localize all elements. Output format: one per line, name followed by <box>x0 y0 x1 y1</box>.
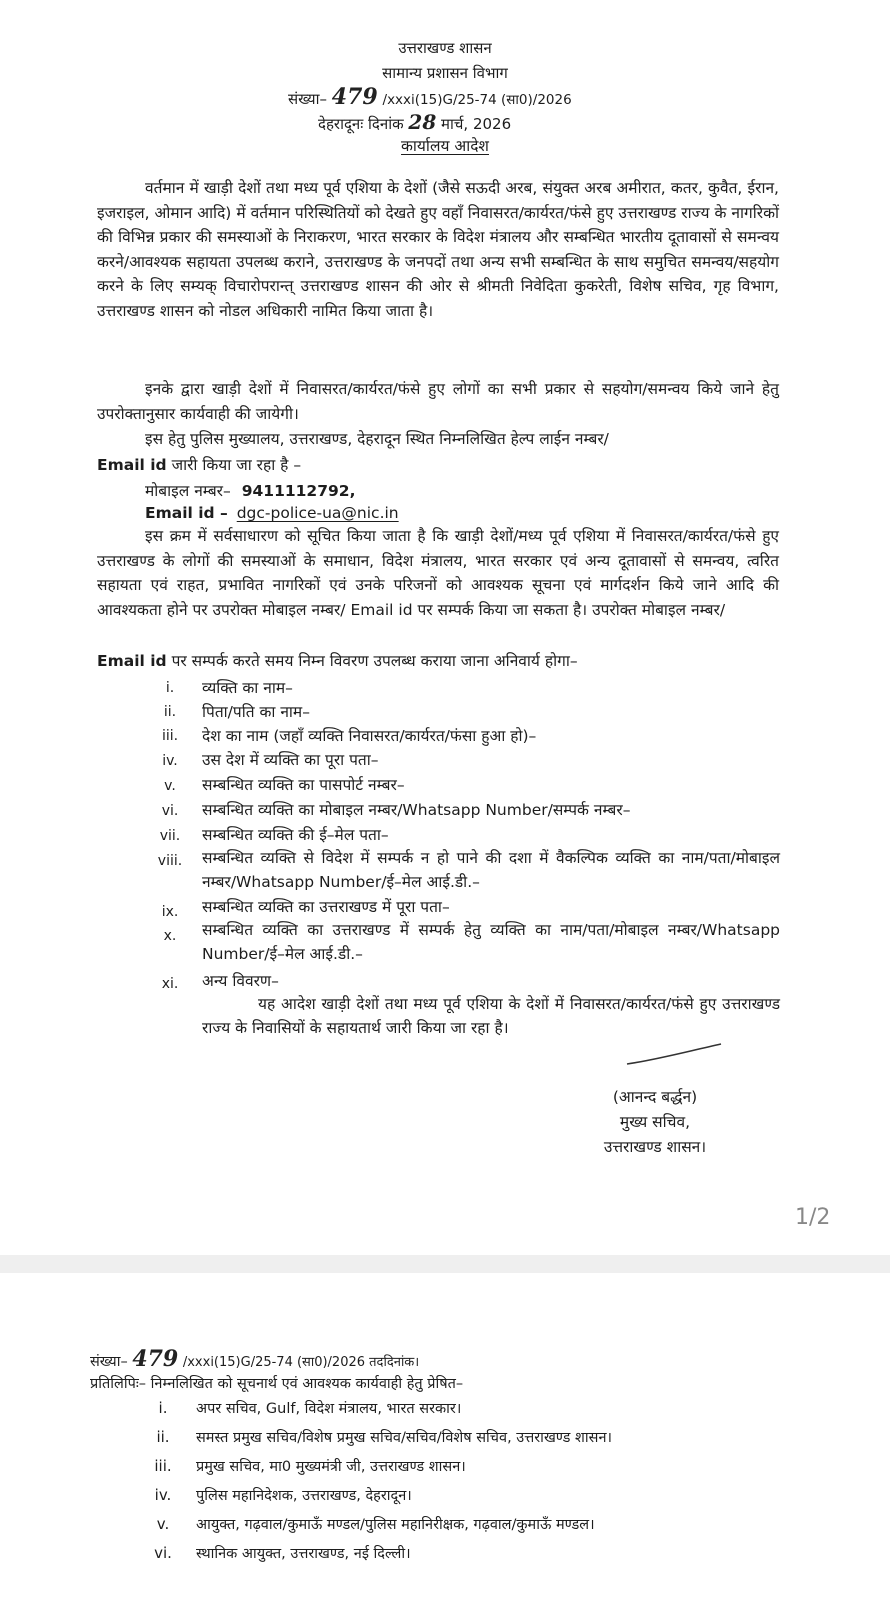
list-item-text: सम्बन्धित व्यक्ति की ई–मेल पता– <box>202 826 389 844</box>
paragraph-helpline-line2 <box>97 453 301 475</box>
list-item-text: देश का नाम (जहाँ व्यक्ति निवासरत/कार्यरत/फंसा हुआ हो)– <box>202 727 537 745</box>
page-indicator: 1/2 <box>795 1205 831 1230</box>
list-item-number: v. <box>164 778 176 794</box>
paragraph-helpline-line1: इस हेतु पुलिस मुख्यालय, उत्तराखण्ड, देहरादून स्थित निम्नलिखित हेल्प लाईन नम्बर/ <box>145 430 609 448</box>
list-item-number: ii. <box>163 704 177 720</box>
order-date <box>318 110 511 134</box>
issued-text: जारी किया जा रहा है – <box>166 456 302 474</box>
recipient-number: iii. <box>154 1457 172 1475</box>
recipient-text: आयुक्त, गढ़वाल/कुमाऊँ मण्डल/पुलिस महानिरीक्षक, गढ़वाल/कुमाऊँ मण्डल। <box>196 1517 595 1533</box>
document-page-2 <box>0 1273 890 1600</box>
recipient-number: ii. <box>156 1428 170 1446</box>
page2-reference-suffix: /xxxi(15)G/25-74 (सा0)/2026 तददिनांक। <box>182 1355 420 1370</box>
recipient-text: स्थानिक आयुक्त, उत्तराखण्ड, नई दिल्ली। <box>196 1546 411 1562</box>
handwritten-reference-number: 479 <box>331 84 378 110</box>
order-title: कार्यालय आदेश <box>401 137 489 155</box>
recipient-text: अपर सचिव, Gulf, विदेश मंत्रालय, भारत सरकार। <box>196 1401 462 1417</box>
list-item-text: सम्बन्धित व्यक्ति का उत्तराखण्ड में सम्पर्क हेतु व्यक्ति का नाम/पता/मोबाइल नम्बर/Whatsapp Number/ई–मेल आई.डी.– <box>202 921 780 963</box>
list-item-text: सम्बन्धित व्यक्ति से विदेश में सम्पर्क न हो पाने की दशा में वैकल्पिक व्यक्ति का नाम/पता/मोबाइल नम्बर/Whatsapp Number/ई–मेल आई.डी.– <box>202 849 780 891</box>
signature-scribble <box>625 1038 725 1068</box>
mobile-number-value: 9411112792, <box>241 482 356 500</box>
list-item-number: vi. <box>161 803 179 819</box>
government-name: उत्तराखण्ड शासन <box>398 39 492 57</box>
reference-number <box>288 84 572 110</box>
paragraph-public-notice: इस क्रम में सर्वसाधारण को सूचित किया जाता है कि खाड़ी देशों/मध्य पूर्व एशिया में निवासरत/कार्यरत/फंसे हुए उत्तराखण्ड के लोगों की समस्याओं के समाधान, विदेश मंत्रालय, भारत सरकार एवं अन्य दूतावासों से समन्वय, त्वरित सहायता एवं राहत, प्रभावित नागरिकों एवं उनके परिजनों को आवश्यक सूचना एवं मार्गदर्शन किये जाने आदि की आवश्यकता होने पर उपरोक्त मोबाइल नम्बर/ Email id पर सम्पर्क किया जा सकता है। उपरोक्त मोबाइल नम्बर/ <box>97 527 779 619</box>
closing-paragraph: यह आदेश खाड़ी देशों तथा मध्य पूर्व एशिया के देशों में निवासरत/कार्यरत/फंसे हुए उत्तराखण्ड राज्य के निवासियों के सहायतार्थ जारी किया जा रहा है। <box>202 995 780 1037</box>
paragraph-cooperation: इनके द्वारा खाड़ी देशों में निवासरत/कार्यरत/फंसे हुए लोगों का सभी प्रकार से सहयोग/समन्वय किये जाने हेतु उपरोक्तानुसार कार्यवाही की जायेगी। <box>97 380 779 423</box>
reference-suffix: /xxxi(15)G/25-74 (सा0)/2026 <box>382 92 572 108</box>
recipient-number: v. <box>156 1515 170 1533</box>
email-line <box>145 504 399 522</box>
copy-to-line: प्रतिलिपिः– निम्नलिखित को सूचनार्थ एवं आवश्यक कार्यवाही हेतु प्रेषित– <box>90 1376 464 1392</box>
recipient-number: vi. <box>154 1544 172 1562</box>
signatory-designation: मुख्य सचिव, <box>619 1113 691 1131</box>
email-label: Email id – <box>145 504 228 522</box>
list-item-number: vii. <box>159 828 181 844</box>
list-item-text: सम्बन्धित व्यक्ति का मोबाइल नम्बर/Whatsapp Number/सम्पर्क नम्बर– <box>202 801 631 819</box>
page2-reference-number <box>90 1346 419 1372</box>
list-item-number: iv. <box>162 753 178 769</box>
handwritten-date: 28 <box>408 110 437 134</box>
date-prefix: देहरादूनः दिनांक <box>318 115 404 133</box>
list-item-text: व्यक्ति का नाम– <box>202 679 293 697</box>
page2-handwritten-reference-number: 479 <box>132 1346 179 1372</box>
recipient-number: iv. <box>154 1486 172 1504</box>
email-id-label: Email id <box>97 456 167 474</box>
list-item-number: xi. <box>161 976 179 992</box>
paragraph-nodal-officer: वर्तमान में खाड़ी देशों तथा मध्य पूर्व एशिया के देशों (जैसे सऊदी अरब, संयुक्त अरब अमीरात, कतर, कुवैत, ईरान, इजराइल, ओमान आदि) में वर्तमान परिस्थितियों को देखते हुए वहाँ निवासरत/कार्यरत/फंसे हुए उत्तराखण्ड राज्य के नागरिकों की विभिन्न प्रकार की समस्याओं के निराकरण, भारत सरकार के विदेश मंत्रालय और सम्बन्धित भारतीय दूतावासों से समन्वय करने/आवश्यक सहायता उपलब्ध कराने, उत्तराखण्ड के जनपदों तथा अन्य सभी सम्बन्धित के साथ समुचित समन्वय/सहयोग करने के लिए सम्यक् विचारोपरान्त् उत्तराखण्ड शासन की ओर से श्रीमती निवेदिता कुकरेती, विशेष सचिव, गृह विभाग, उत्तराखण्ड शासन को नोडल अधिकारी नामित किया जाता है। <box>97 179 779 320</box>
list-item-text: सम्बन्धित व्यक्ति का उत्तराखण्ड में पूरा पता– <box>202 898 450 916</box>
list-item-number: x. <box>163 928 177 944</box>
recipient-text: समस्त प्रमुख सचिव/विशेष प्रमुख सचिव/सचिव/विशेष सचिव, उत्तराखण्ड शासन। <box>196 1430 613 1446</box>
list-item-number: i. <box>165 680 175 696</box>
department-name: सामान्य प्रशासन विभाग <box>382 64 508 82</box>
reference-prefix: संख्या– <box>288 90 328 108</box>
signatory-office: उत्तराखण्ड शासन। <box>603 1138 707 1156</box>
recipient-text: पुलिस महानिदेशक, उत्तराखण्ड, देहरादून। <box>196 1488 412 1504</box>
list-item-text: उस देश में व्यक्ति का पूरा पता– <box>202 751 379 769</box>
recipient-text: प्रमुख सचिव, मा0 मुख्यमंत्री जी, उत्तराखण्ड शासन। <box>196 1459 466 1475</box>
list-item-number: viii. <box>157 853 183 869</box>
signatory-name: (आनन्द बर्द्धन) <box>612 1088 698 1106</box>
list-item-text: अन्य विवरण– <box>202 972 279 990</box>
recipient-number: i. <box>158 1399 168 1417</box>
required-details-text: पर सम्पर्क करते समय निम्न विवरण उपलब्ध कराया जाना अनिवार्य होगा– <box>166 652 578 670</box>
mobile-number-label: मोबाइल नम्बर– <box>145 482 231 500</box>
list-item-text: सम्बन्धित व्यक्ति का पासपोर्ट नम्बर– <box>202 776 405 794</box>
email-id-label-2: Email id <box>97 652 167 670</box>
list-item-text: पिता/पति का नाम– <box>202 703 310 721</box>
email-link[interactable]: dgc-police-ua@nic.in <box>236 504 399 522</box>
paragraph-public-notice-last <box>97 649 578 671</box>
list-item-number: ix. <box>161 904 179 920</box>
list-item-number: iii. <box>161 728 179 744</box>
page2-reference-prefix: संख्या– <box>90 1354 128 1370</box>
date-suffix: मार्च, 2026 <box>441 115 512 133</box>
mobile-number-line <box>145 479 355 501</box>
page-separator <box>0 1255 890 1273</box>
